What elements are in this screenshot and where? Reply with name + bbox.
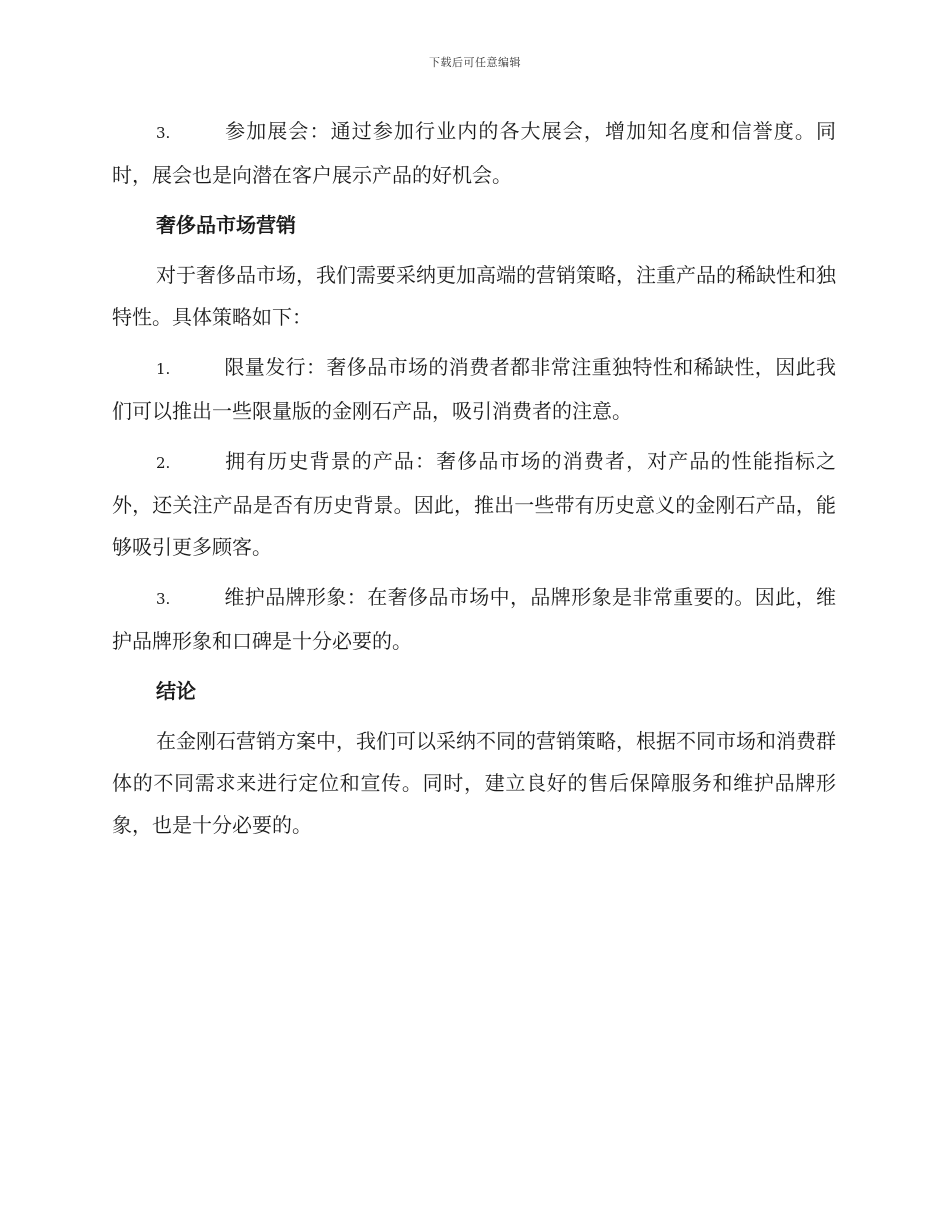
paragraph-conclusion: 在金刚石营销方案中，我们可以采纳不同的营销策略，根据不同市场和消费群体的不同需求来进行定位和宣传。同时，建立良好的售后保障服务和维护品牌形象，也是十分必要的。	[112, 729, 836, 837]
list-item-text: 限量发行：奢侈品市场的消费者都非常注重独特性和稀缺性，因此我们可以推出一些限量版的金刚石产品，吸引消费者的注意。	[112, 355, 836, 423]
document-body	[112, 110, 836, 854]
list-number: 3.	[156, 590, 171, 608]
section-heading-luxury: 奢侈品市场营销	[156, 213, 296, 237]
list-item-text: 维护品牌形象：在奢侈品市场中，品牌形象是非常重要的。因此，维护品牌形象和口碑是十分必要的。	[112, 585, 836, 653]
list-number: 3.	[156, 124, 171, 142]
section-heading-conclusion: 结论	[156, 679, 196, 703]
list-item-text: 拥有历史背景的产品：奢侈品市场的消费者，对产品的性能指标之外，还关注产品是否有历史背景。因此，推出一些带有历史意义的金刚石产品，能够吸引更多顾客。	[112, 449, 836, 559]
list-item-exhibition	[112, 110, 836, 196]
list-item-text: 参加展会：通过参加行业内的各大展会，增加知名度和信誉度。同时，展会也是向潜在客户展示产品的好机会。	[112, 119, 836, 187]
list-number: 2.	[156, 454, 171, 472]
list-item-limited-edition	[112, 346, 836, 432]
header-note: 下载后可任意编辑	[429, 56, 521, 69]
list-number: 1.	[156, 360, 171, 378]
list-item-brand-image	[112, 576, 836, 662]
paragraph-luxury-intro: 对于奢侈品市场，我们需要采纳更加高端的营销策略，注重产品的稀缺性和独特性。具体策略如下：	[112, 263, 836, 329]
list-item-historical-products	[112, 440, 836, 568]
